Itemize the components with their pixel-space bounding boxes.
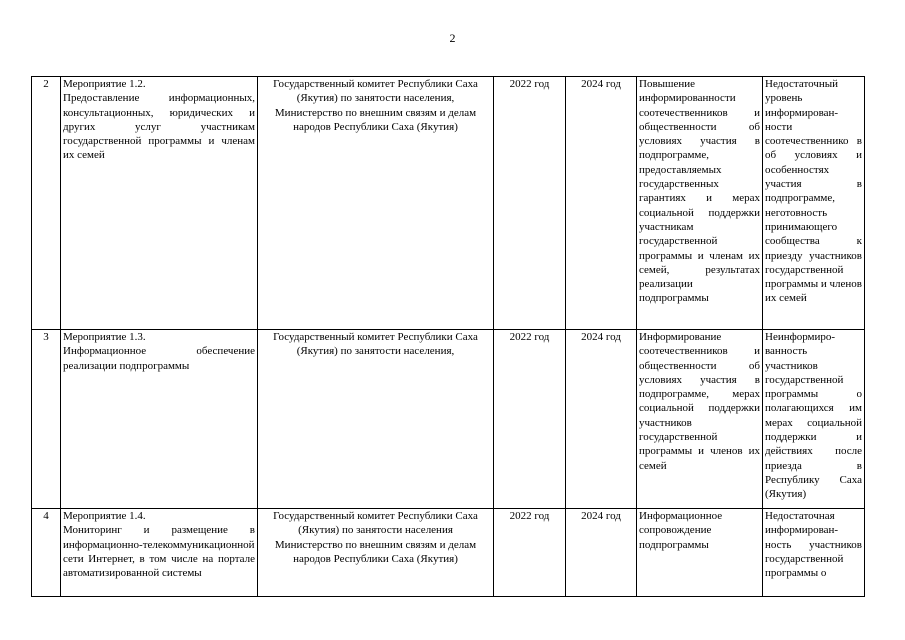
- risk-cell: Неинформиро-ванность участников государственной программы о полагающихся им мерах социальной поддержки и действиях после приезда в Республику Саха (Якутия): [763, 330, 865, 509]
- page-number: 2: [449, 31, 456, 45]
- table-row: [32, 77, 865, 330]
- row-number: 4: [32, 509, 61, 597]
- executor-2: Министерство по внешним связям и делам народов Республики Саха (Якутия): [274, 538, 477, 565]
- executor-1: Государственный комитет Республики Саха (Якутия) по занятости населения,: [273, 331, 478, 358]
- table-row: [32, 330, 865, 509]
- risk-cell: Недостаточный уровень информирован-ности соотечественнико в об условиях и особенностях участия в подпрограмме, неготовность принимающего сообщества к приезду участников государственной программы и членов их семей: [763, 77, 865, 330]
- executor-1: Государственный комитет Республики Саха (Якутия) по занятости населения: [273, 510, 478, 537]
- activities-table: [31, 76, 865, 597]
- executor-cell: [258, 330, 494, 509]
- end-year: 2024 год: [566, 77, 637, 330]
- event-cell: [61, 509, 258, 597]
- row-number: 2: [32, 77, 61, 330]
- expected-result: Повышение информированности соотечественников и общественности об условиях участия в подпрограмме, предоставляемых государственных гарантиях и мерах социальной поддержки участникам государственной программы и членам их семей, результатах реализации подпрограммы: [637, 77, 763, 330]
- event-title: Мероприятие 1.4.: [63, 510, 146, 522]
- end-year: 2024 год: [566, 330, 637, 509]
- executor-cell: [258, 77, 494, 330]
- executor-1: Государственный комитет Республики Саха (Якутия) по занятости населения,: [273, 78, 478, 105]
- event-text: Предоставление информационных, консультационных, юридических и других услуг участникам государственной программы и членам их семей: [63, 92, 255, 162]
- start-year: 2022 год: [494, 509, 566, 597]
- executor-2: Министерство по внешним связям и делам народов Республики Саха (Якутия): [274, 106, 477, 133]
- event-text: Мониторинг и размещение в информационно-телекоммуникационной сети Интернет, в том числе на портале автоматизированной системы: [63, 524, 255, 580]
- event-title: Мероприятие 1.3.: [63, 331, 146, 343]
- event-cell: [61, 330, 258, 509]
- event-title: Мероприятие 1.2.: [63, 78, 146, 90]
- start-year: 2022 год: [494, 330, 566, 509]
- expected-result: Информационное сопровождение подпрограммы: [637, 509, 763, 597]
- end-year: 2024 год: [566, 509, 637, 597]
- row-number: 3: [32, 330, 61, 509]
- event-cell: [61, 77, 258, 330]
- executor-cell: [258, 509, 494, 597]
- risk-cell: Недостаточная информирован-ность участников государственной программы о: [763, 509, 865, 597]
- event-text: Информационное обеспечение реализации подпрограммы: [63, 345, 255, 372]
- expected-result: Информирование соотечественников и общественности об условиях участия в подпрограмме, мерах социальной поддержки участников государственной программы и членов их семей: [637, 330, 763, 509]
- table-row: [32, 509, 865, 597]
- start-year: 2022 год: [494, 77, 566, 330]
